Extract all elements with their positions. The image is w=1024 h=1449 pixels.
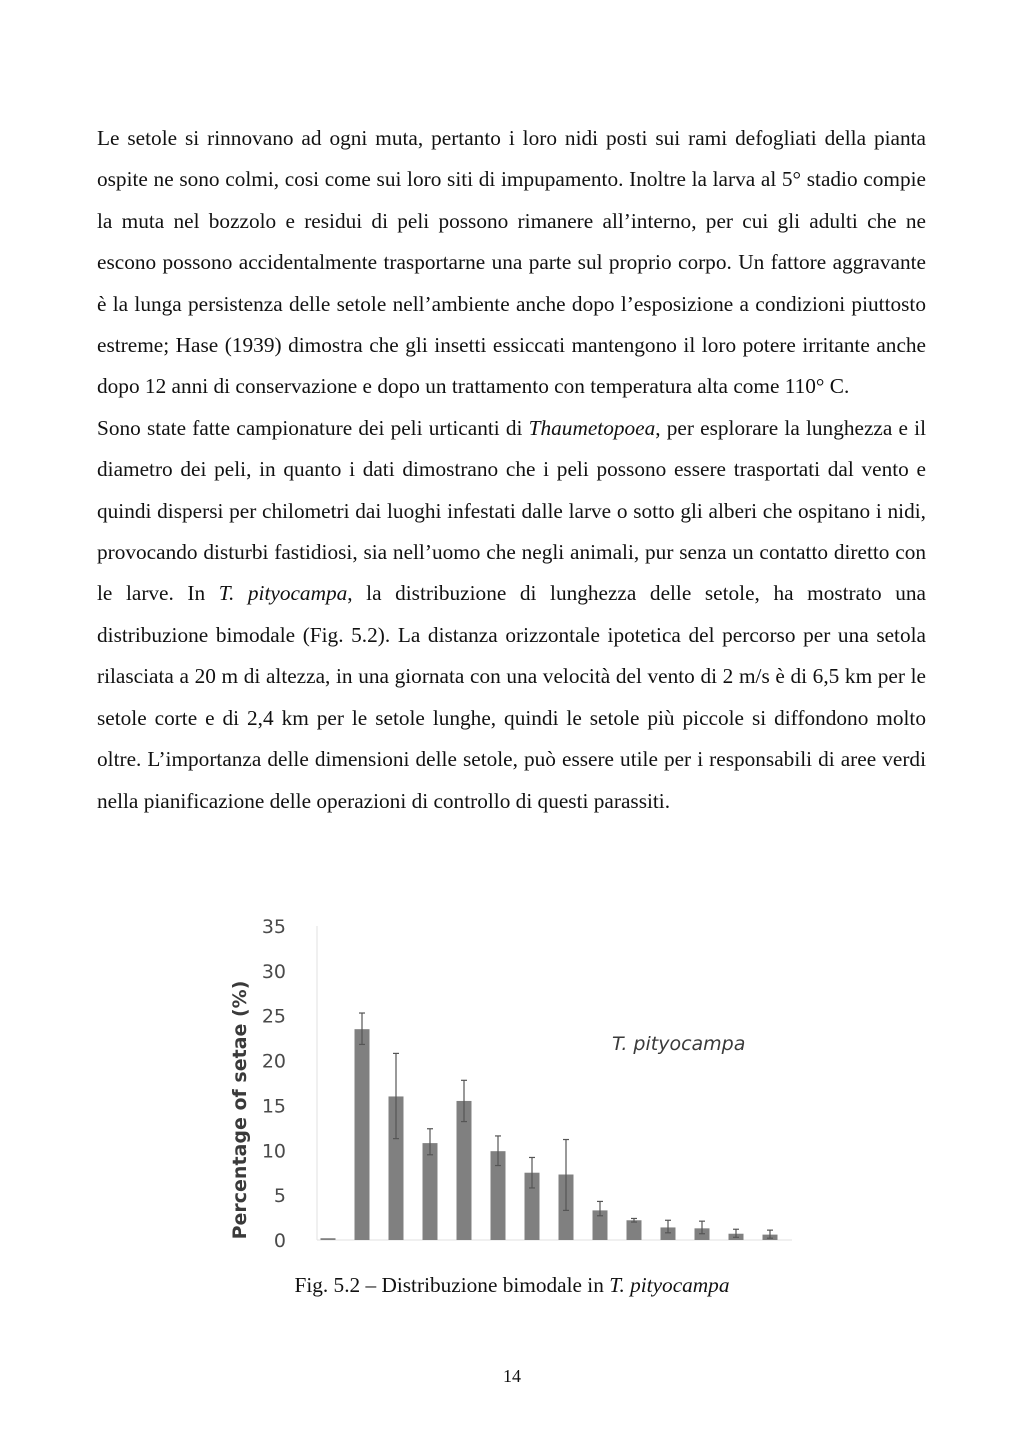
- figure-caption: [0, 1270, 1024, 1300]
- y-tick-label: 10: [261, 1140, 286, 1163]
- y-tick-label: 0: [273, 1230, 286, 1252]
- bar: [627, 1220, 642, 1240]
- figure-bar-chart: [222, 908, 802, 1253]
- body-text: [97, 118, 926, 822]
- y-tick-label: 15: [261, 1095, 286, 1118]
- bar: [423, 1143, 438, 1240]
- y-tick-label: 35: [261, 916, 286, 938]
- paragraph-2: [97, 408, 926, 822]
- y-tick-label: 5: [273, 1185, 286, 1208]
- italic-term: T. pityocampa: [218, 581, 348, 606]
- chart-svg: [222, 908, 802, 1253]
- y-axis-label: Percentage of setae (%): [229, 980, 251, 1240]
- y-tick-label: 30: [261, 960, 286, 983]
- page-number: 14: [503, 1366, 521, 1386]
- text-run: , la distribuzione di lunghezza delle setole, ha mostrato una distribuzione bimodale (Fig. 5.2). La distanza orizzontale ipotetica del percorso per una setola rilasciata a 20 m di altezza, in una giornata con una velocità del vento di 2 m/s è di 6,5 km per le setole corte e di 2,4 km per le setole lunghe, quindi le setole più piccole si diffondono molto oltre. L’importanza delle dimensioni delle setole, può essere utile per i responsabili di aree verdi nella pianificazione delle operazioni di controllo di questi parassiti.: [97, 581, 926, 813]
- bar: [355, 1029, 370, 1240]
- italic-term: Thaumetopoea: [528, 415, 656, 440]
- caption-species: T. pityocampa: [609, 1273, 730, 1297]
- y-tick-label: 25: [261, 1005, 286, 1028]
- y-tick-label: 20: [261, 1050, 286, 1073]
- text-run: Le setole si rinnovano ad ogni muta, pertanto i loro nidi posti sui rami defogliati della pianta ospite ne sono colmi, cosi come sui loro siti di impupamento. Inoltre la larva al 5° stadio compie la muta nel bozzolo e residui di peli possono rimanere all’interno, per cui gli adulti che ne escono possono accidentalmente trasportarne una parte sul proprio corpo. Un fattore aggravante è la lunga persistenza delle setole nell’ambiente anche dopo l’esposizione a condizioni piuttosto estreme; Hase (1939) dimostra che gli insetti essiccati mantengono il loro potere irritante anche dopo 12 anni di conservazione e dopo un trattamento con temperatura alta come 110° C.: [97, 126, 926, 399]
- paragraph-1: [97, 118, 926, 408]
- text-run: , per esplorare la lunghezza e il diametro dei peli, in quanto i dati dimostrano che i peli possono essere trasportati dal vento e quindi dispersi per chilometri dai luoghi infestati dalle larve o sotto gli alberi che ospitano i nidi, provocando disturbi fastidiosi, sia nell’uomo che negli animali, pur senza un contatto diretto con le larve. In: [97, 415, 927, 606]
- text-run: Sono state fatte campionature dei peli urticanti di: [97, 415, 529, 440]
- bar: [321, 1238, 336, 1240]
- caption-prefix: Fig. 5.2 – Distribuzione bimodale in: [294, 1273, 610, 1297]
- chart-annotation: T. pityocampa: [612, 1033, 746, 1055]
